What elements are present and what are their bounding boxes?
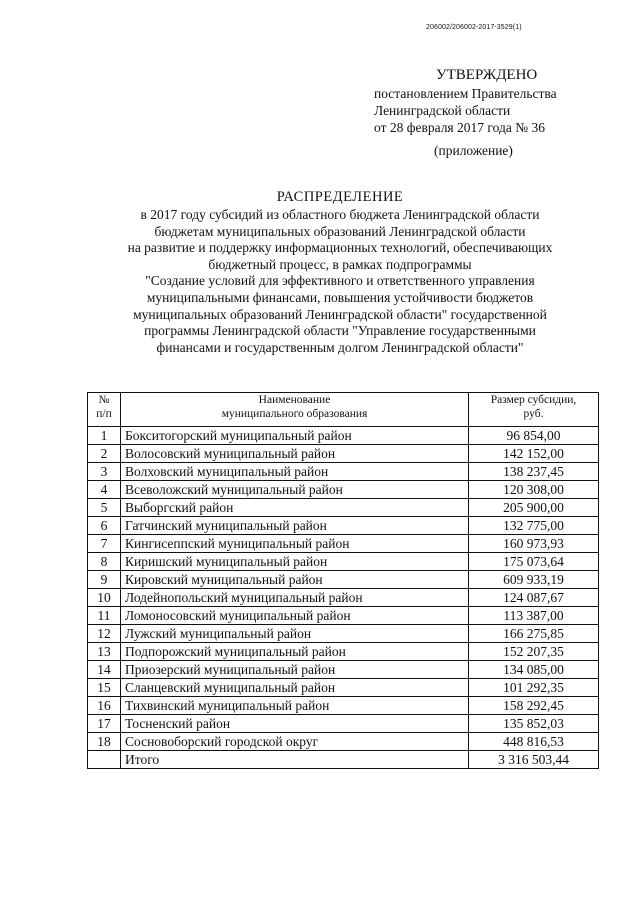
header-number	[88, 393, 121, 427]
row-amount: 142 152,00	[469, 445, 599, 463]
row-municipality: Волосовский муниципальный район	[121, 445, 469, 463]
row-municipality: Волховский муниципальный район	[121, 463, 469, 481]
row-amount: 152 207,35	[469, 643, 599, 661]
row-municipality: Сосновоборский городской округ	[121, 733, 469, 751]
row-municipality: Лодейнопольский муниципальный район	[121, 589, 469, 607]
table-row	[88, 607, 599, 625]
heading-line: программы Ленинградской области "Управление государственными	[144, 323, 536, 339]
row-number: 6	[88, 517, 121, 535]
table-row	[88, 661, 599, 679]
row-amount: 166 275,85	[469, 625, 599, 643]
table-row	[88, 517, 599, 535]
document-title: РАСПРЕДЕЛЕНИЕ	[276, 189, 404, 205]
row-municipality: Гатчинский муниципальный район	[121, 517, 469, 535]
heading-line: муниципальных образований Ленинградской области" государственной	[133, 306, 547, 322]
row-municipality: Всеволожский муниципальный район	[121, 481, 469, 499]
row-number: 8	[88, 553, 121, 571]
row-municipality: Тихвинский муниципальный район	[121, 697, 469, 715]
total-row	[88, 751, 599, 769]
table-row	[88, 589, 599, 607]
heading-line: бюджетный процесс, в рамках подпрограммы	[208, 256, 472, 272]
row-number: 2	[88, 445, 121, 463]
row-municipality: Тосненский район	[121, 715, 469, 733]
row-amount: 120 308,00	[469, 481, 599, 499]
row-number: 18	[88, 733, 121, 751]
row-number: 7	[88, 535, 121, 553]
row-municipality: Лужский муниципальный район	[121, 625, 469, 643]
row-municipality: Кингисеппский муниципальный район	[121, 535, 469, 553]
document-heading	[80, 189, 600, 356]
table-row	[88, 625, 599, 643]
approval-block	[374, 66, 557, 159]
row-number: 3	[88, 463, 121, 481]
row-number: 15	[88, 679, 121, 697]
header-amount	[469, 393, 599, 427]
row-amount: 101 292,35	[469, 679, 599, 697]
row-number: 10	[88, 589, 121, 607]
document-id: 206002/206002-2017-3529(1)	[426, 24, 522, 31]
row-amount: 134 085,00	[469, 661, 599, 679]
row-number: 1	[88, 427, 121, 445]
header-municipality-line1: Наименование	[258, 394, 331, 406]
row-municipality: Кировский муниципальный район	[121, 571, 469, 589]
header-municipality	[121, 393, 469, 427]
table-row	[88, 733, 599, 751]
total-label: Итого	[121, 751, 469, 769]
row-municipality: Приозерский муниципальный район	[121, 661, 469, 679]
header-number-line2: п/п	[96, 408, 112, 420]
row-number: 14	[88, 661, 121, 679]
header-municipality-line2: муниципального образования	[221, 408, 368, 420]
table-row	[88, 553, 599, 571]
row-amount: 160 973,93	[469, 535, 599, 553]
row-amount: 138 237,45	[469, 463, 599, 481]
table-row	[88, 643, 599, 661]
approval-line-3: от 28 февраля 2017 года № 36	[374, 120, 545, 135]
row-number: 5	[88, 499, 121, 517]
table-header-row	[88, 393, 599, 427]
row-number: 4	[88, 481, 121, 499]
table-row	[88, 445, 599, 463]
table-row	[88, 463, 599, 481]
table-row	[88, 571, 599, 589]
table-row	[88, 427, 599, 445]
row-number: 13	[88, 643, 121, 661]
row-amount: 135 852,03	[469, 715, 599, 733]
heading-line: на развитие и поддержку информационных технологий, обеспечивающих	[127, 240, 553, 256]
row-amount: 113 387,00	[469, 607, 599, 625]
row-amount: 175 073,64	[469, 553, 599, 571]
header-amount-line1: Размер субсидии,	[490, 394, 577, 406]
row-municipality: Киришский муниципальный район	[121, 553, 469, 571]
total-number-cell	[88, 751, 121, 769]
row-municipality: Выборгский район	[121, 499, 469, 517]
row-amount: 132 775,00	[469, 517, 599, 535]
approval-note: (приложение)	[434, 143, 513, 158]
table-row	[88, 481, 599, 499]
heading-line: в 2017 году субсидий из областного бюджета Ленинградской области	[140, 207, 540, 222]
heading-line: муниципальными финансами, повышения устойчивости бюджетов	[146, 289, 534, 305]
table-row	[88, 499, 599, 517]
table-row	[88, 535, 599, 553]
total-amount: 3 316 503,44	[469, 751, 599, 769]
row-number: 17	[88, 715, 121, 733]
subsidy-table	[87, 392, 599, 769]
table-row	[88, 679, 599, 697]
approval-line-1: постановлением Правительства	[374, 86, 557, 101]
heading-line: финансами и государственным долгом Ленинградской области"	[156, 339, 524, 355]
approval-line-2: Ленинградской области	[374, 103, 511, 118]
table-row	[88, 697, 599, 715]
row-municipality: Бокситогорский муниципальный район	[121, 427, 469, 445]
header-amount-line2: руб.	[523, 408, 544, 420]
row-amount: 448 816,53	[469, 733, 599, 751]
row-amount: 158 292,45	[469, 697, 599, 715]
table-row	[88, 715, 599, 733]
heading-line: бюджетам муниципальных образований Ленинградской области	[154, 223, 526, 239]
heading-line: "Создание условий для эффективного и ответственного управления	[145, 273, 535, 289]
row-municipality: Ломоносовский муниципальный район	[121, 607, 469, 625]
header-number-line1: №	[98, 394, 110, 406]
row-amount: 205 900,00	[469, 499, 599, 517]
row-municipality: Подпорожский муниципальный район	[121, 643, 469, 661]
row-number: 16	[88, 697, 121, 715]
row-number: 12	[88, 625, 121, 643]
row-number: 9	[88, 571, 121, 589]
row-municipality: Сланцевский муниципальный район	[121, 679, 469, 697]
row-amount: 609 933,19	[469, 571, 599, 589]
row-amount: 124 087,67	[469, 589, 599, 607]
approved-stamp: УТВЕРЖДЕНО	[436, 67, 538, 83]
row-number: 11	[88, 607, 121, 625]
row-amount: 96 854,00	[469, 427, 599, 445]
